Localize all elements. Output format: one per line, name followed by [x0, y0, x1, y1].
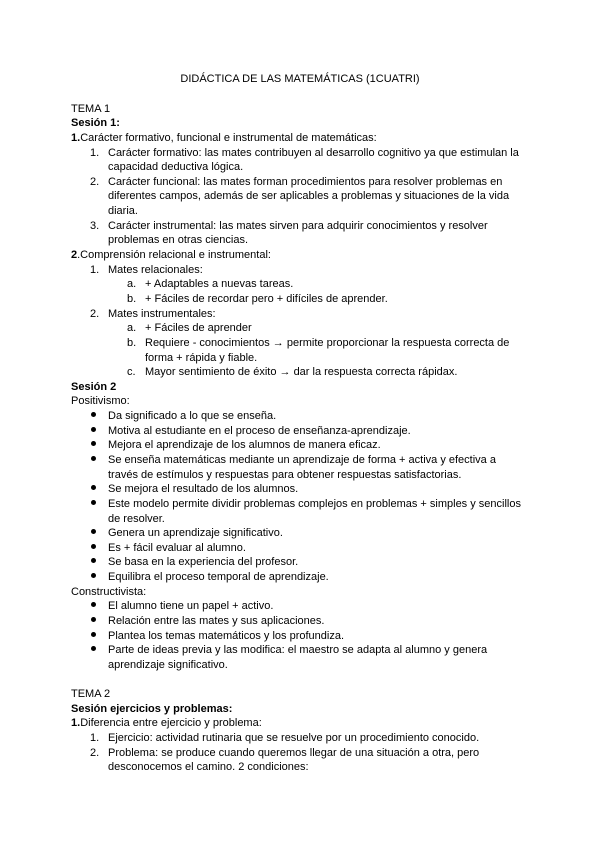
- section-2-text: .Comprensión relacional e instrumental:: [77, 249, 271, 261]
- sublist-text: + Fáciles de aprender: [145, 322, 252, 334]
- list-item-text: Problema: se produce cuando queremos llegar de una situación a otra, pero: [108, 747, 480, 759]
- sublist-text: Mayor sentimiento de éxito → dar la respuesta correcta rápidax.: [145, 366, 458, 378]
- tema2-section-1-number: 1.: [71, 717, 81, 729]
- bullet-icon: [91, 412, 96, 417]
- constructivista-label: Constructivista:: [71, 586, 147, 598]
- list-item-text: problemas en otras ciencias.: [108, 234, 249, 246]
- tema2-sesion-heading: Sesión ejercicios y problemas:: [71, 703, 233, 715]
- sublist-text: + Adaptables a nuevas tareas.: [145, 278, 294, 290]
- list-item-text: Carácter formativo: las mates contribuyen al desarrollo cognitivo ya que estimulan la: [108, 147, 519, 159]
- bullet-text: Parte de ideas previa y las modifica: el maestro se adapta al alumno y genera: [108, 644, 488, 656]
- sublist-text: forma + rápida y fiable.: [145, 352, 258, 364]
- section-2-number: 2: [71, 249, 78, 261]
- bullet-icon: [91, 544, 96, 549]
- bullet-icon: [91, 558, 96, 563]
- list-item-text: capacidad deductiva lógica.: [108, 161, 244, 173]
- sublist-letter: a.: [127, 278, 137, 290]
- bullet-icon: [91, 456, 96, 461]
- list-item-text: Carácter instrumental: las mates sirven para adquirir conocimientos y resolver: [108, 220, 488, 232]
- bullet-icon: [91, 617, 96, 622]
- bullet-text: Da significado a lo que se enseña.: [108, 410, 277, 422]
- bullet-icon: [91, 646, 96, 651]
- tema2-section-1-heading: [71, 716, 262, 730]
- bullet-icon: [91, 632, 96, 637]
- list-number: 2.: [90, 747, 100, 759]
- list-item-text: Mates instrumentales:: [108, 308, 216, 320]
- bullet-text: Este modelo permite dividir problemas complejos en problemas + simples y sencillos: [108, 498, 521, 510]
- bullet-icon: [91, 441, 96, 446]
- bullet-text: Se mejora el resultado de los alumnos.: [108, 483, 299, 495]
- section-1-number: 1.: [71, 132, 81, 144]
- bullet-text: Motiva al estudiante en el proceso de enseñanza-aprendizaje.: [108, 425, 411, 437]
- bullet-icon: [91, 529, 96, 534]
- bullet-text: Mejora el aprendizaje de los alumnos de manera eficaz.: [108, 439, 381, 451]
- tema1-heading: TEMA 1: [71, 103, 111, 115]
- list-number: 1.: [90, 264, 100, 276]
- bullet-icon: [91, 602, 96, 607]
- list-item-text: desconocemos el camino. 2 condiciones:: [108, 761, 309, 773]
- sublist-letter: b.: [127, 293, 137, 305]
- list-number: 1.: [90, 147, 100, 159]
- section-2-heading: [71, 248, 271, 262]
- sublist-text: Requiere - conocimientos → permite proporcionar la respuesta correcta de: [145, 337, 510, 349]
- bullet-text: El alumno tiene un papel + activo.: [108, 600, 274, 612]
- bullet-text: Equilibra el proceso temporal de aprendizaje.: [108, 571, 329, 583]
- sesion2-heading: Sesión 2: [71, 381, 117, 393]
- document-title: DIDÁCTICA DE LAS MATEMÁTICAS (1CUATRI): [180, 73, 420, 85]
- positivismo-label: Positivismo:: [71, 395, 130, 407]
- bullet-text: través de estímulos y respuestas para obtener respuestas satisfactorias.: [108, 469, 462, 481]
- list-item-text: diaria.: [108, 205, 138, 217]
- list-item-text: Mates relacionales:: [108, 264, 203, 276]
- bullet-text: aprendizaje significativo.: [108, 659, 228, 671]
- tema2-section-1-text: Diferencia entre ejercicio y problema:: [80, 717, 262, 729]
- sesion1-heading: Sesión 1:: [71, 117, 120, 129]
- bullet-text: Se basa en la experiencia del profesor.: [108, 556, 299, 568]
- bullet-text: Relación entre las mates y sus aplicaciones.: [108, 615, 325, 627]
- sublist-text: + Fáciles de recordar pero + difíciles de aprender.: [145, 293, 388, 305]
- sublist-letter: b.: [127, 337, 137, 349]
- bullet-icon: [91, 427, 96, 432]
- bullet-icon: [91, 485, 96, 490]
- bullet-text: Es + fácil evaluar al alumno.: [108, 542, 246, 554]
- tema2-heading: TEMA 2: [71, 688, 111, 700]
- sublist-letter: c.: [127, 366, 136, 378]
- bullet-icon: [91, 500, 96, 505]
- list-number: 2.: [90, 308, 100, 320]
- section-1-text: Carácter formativo, funcional e instrumental de matemáticas:: [80, 132, 377, 144]
- list-item-text: Carácter funcional: las mates forman procedimientos para resolver problemas en: [108, 176, 503, 188]
- bullet-text: Se enseña matemáticas mediante un aprendizaje de forma + activa y efectiva a: [108, 454, 496, 466]
- sublist-letter: a.: [127, 322, 137, 334]
- list-number: 2.: [90, 176, 100, 188]
- section-1-heading: [71, 131, 377, 145]
- list-item-text: Ejercicio: actividad rutinaria que se resuelve por un procedimiento conocido.: [108, 732, 480, 744]
- list-number: 1.: [90, 732, 100, 744]
- list-item-text: diferentes campos, además de ser aplicables a problemas y situaciones de la vida: [108, 190, 510, 202]
- bullet-text: Genera un aprendizaje significativo.: [108, 527, 283, 539]
- bullet-text: Plantea los temas matemáticos y los profundiza.: [108, 630, 345, 642]
- bullet-icon: [91, 573, 96, 578]
- bullet-text: de resolver.: [108, 513, 165, 525]
- list-number: 3.: [90, 220, 100, 232]
